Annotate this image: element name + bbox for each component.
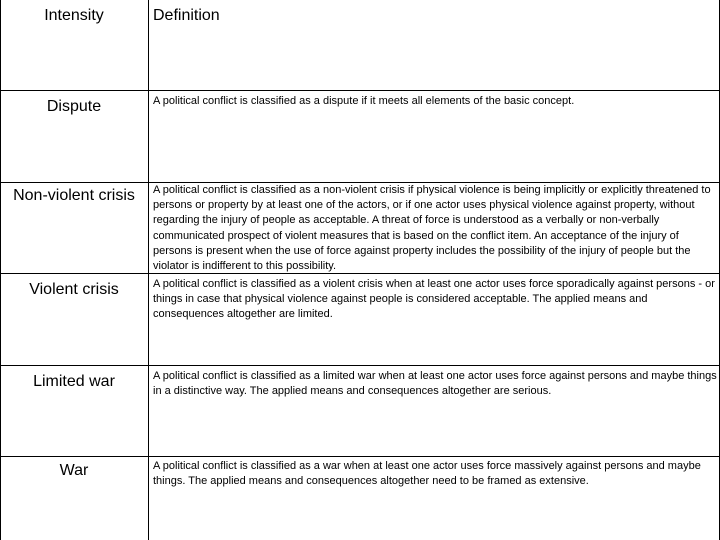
table-row <box>0 90 720 182</box>
table-row <box>0 273 720 365</box>
intensity-cell: Non-violent crisis <box>13 187 135 204</box>
definition-cell: A political conflict is classified as a non-violent crisis if physical violence is being implicitly or explicitly threatened to persons or property by at least one of the actors, or if one actor uses physical violence against property, without regarding the injury of people as acceptable. A threat of force is understood as a verbally or non-verbally communicated prospect of violent measures that is based on the conflict item. An acceptance of the injury of persons is present when the use of force against property includes the possibility of the injury of people but the violator is indifferent to this possibility. <box>153 184 711 273</box>
table-row <box>0 182 720 273</box>
definition-cell: A political conflict is classified as a dispute if it meets all elements of the basic concept. <box>153 95 575 107</box>
intensity-cell: War <box>59 462 89 479</box>
header-intensity: Intensity <box>44 7 104 24</box>
intensity-cell: Limited war <box>33 373 115 390</box>
table-row <box>0 365 720 456</box>
definition-cell: A political conflict is classified as a war when at least one actor uses force massively against persons and maybe things. The applied means and consequences altogether need to be framed as extensive. <box>153 460 701 488</box>
definition-cell: A political conflict is classified as a violent crisis when at least one actor uses force sporadically against persons - or things in case that physical violence against people is considered acceptable. The applied means and consequences altogether are limited. <box>153 278 715 321</box>
definition-cell: A political conflict is classified as a limited war when at least one actor uses force against persons and maybe things in a distinctive way. The applied means and consequences altogether are serious. <box>153 370 717 398</box>
header-definition: Definition <box>153 7 220 24</box>
header-row <box>0 0 720 90</box>
intensity-cell: Dispute <box>46 98 102 115</box>
intensity-cell: Violent crisis <box>29 281 119 298</box>
table-row <box>0 456 720 540</box>
